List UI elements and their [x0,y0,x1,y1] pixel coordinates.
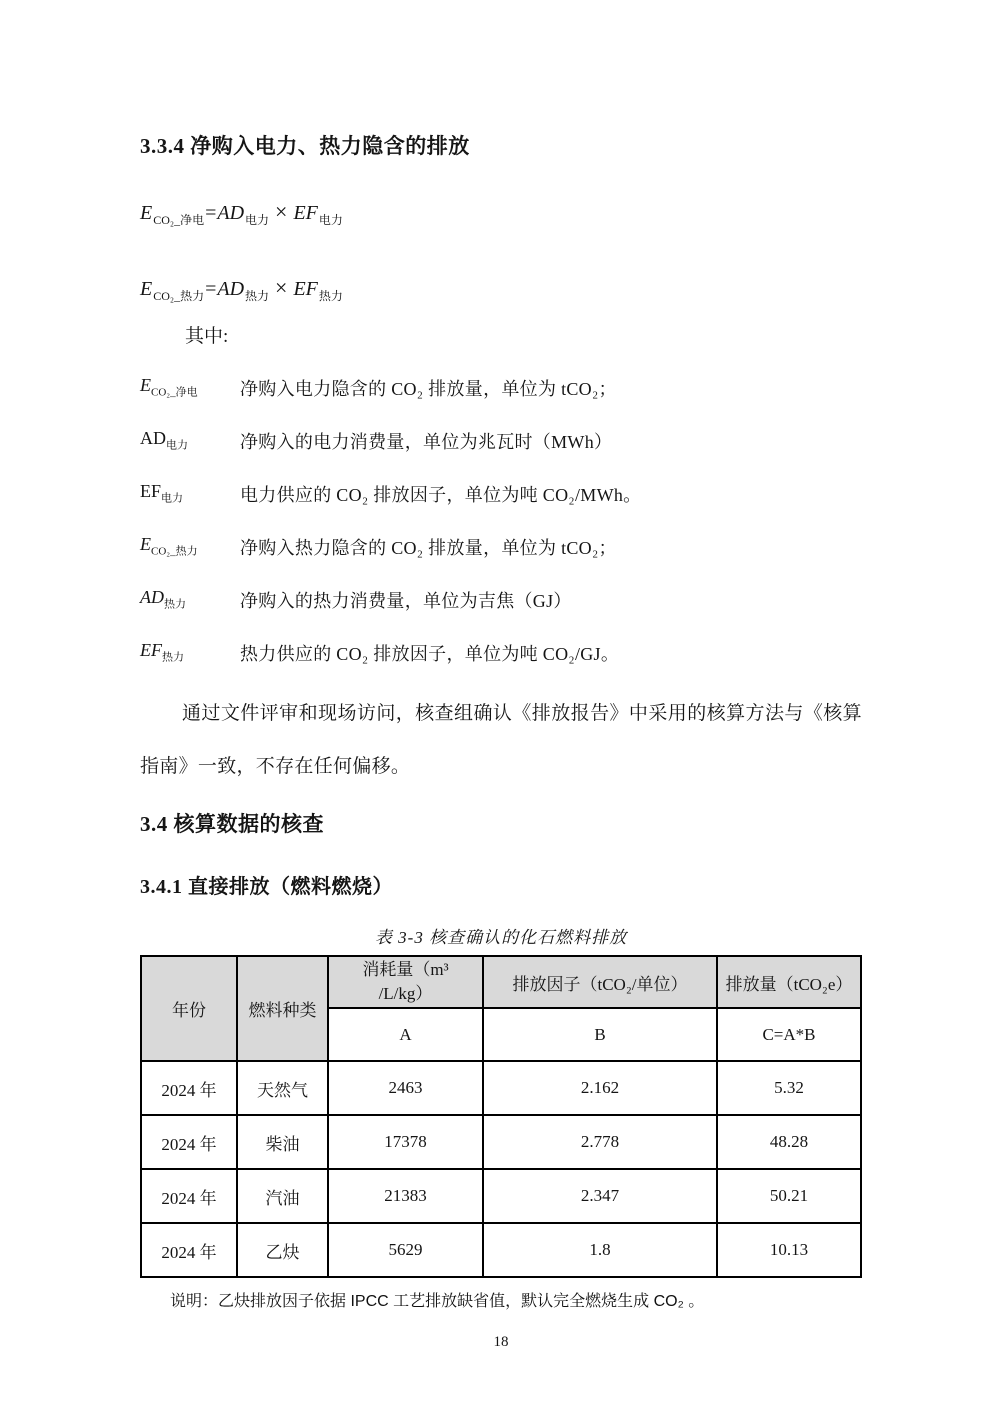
formula-lhs-subscript: CO₂_热力 [153,289,205,303]
column-header-emission-factor: 排放因子（tCO₂/单位） [483,956,717,1008]
multiply-sign: × [275,275,288,300]
term-subscript: 电力 [166,439,188,452]
table-caption: 表 3-3 核查确认的化石燃料排放 [374,928,628,947]
definition-description: 净购入的电力消费量，单位为兆瓦时（MWh） [240,432,613,452]
cell-consumption: 17378 [328,1115,483,1169]
cell-fuel: 汽油 [237,1169,328,1223]
term-subscript: CO₂_净电 [151,386,198,399]
formula-ad-subscript: 电力 [245,213,270,227]
section-heading-3-3-4: 3.3.4 净购入电力、热力隐含的排放 [140,134,470,158]
term-main: E [140,375,151,395]
fossil-fuel-emissions-table [140,955,862,1278]
table-row-natural-gas [141,1061,861,1115]
cell-consumption: 5629 [328,1223,483,1277]
subheader-c: C=A*B [717,1008,861,1061]
table-row-acetylene [141,1223,861,1277]
term-subscript: 电力 [161,492,184,505]
equals-sign: = [205,202,217,224]
cell-emission: 50.21 [717,1169,861,1223]
formula-ef-term [293,278,343,303]
term-main: AD [140,587,164,607]
cell-consumption: 21383 [328,1169,483,1223]
cell-consumption: 2463 [328,1061,483,1115]
formula-net-heat [140,271,862,313]
cell-factor: 2.778 [483,1115,717,1169]
definition-description: 电力供应的 CO₂ 排放因子，单位为吨 CO₂/MWh。 [240,485,642,505]
multiply-sign: × [275,199,288,224]
cell-factor: 2.347 [483,1169,717,1223]
formula-ad-term [217,278,270,303]
table-header-row [141,956,861,1008]
formula-lhs [140,278,205,303]
cell-factor: 1.8 [483,1223,717,1277]
formula-lhs-main: E [140,202,153,224]
formula-lhs [140,202,205,227]
column-header-year: 年份 [141,956,237,1061]
verification-paragraph: 通过文件评审和现场访问，核查组确认《排放报告》中采用的核算方法与《核算指南》一致，不存在任何偏移。 [140,703,862,777]
formula-ef-subscript: 热力 [318,289,343,303]
table-row-gasoline [141,1169,861,1223]
term-main: EF [140,640,162,660]
column-header-consumption [328,956,483,1008]
definition-row-e-net-heat [140,522,862,575]
cell-emission: 10.13 [717,1223,861,1277]
table-note: 说明：乙炔排放因子依据 IPCC 工艺排放缺省值，默认完全燃烧生成 CO₂ 。 [170,1293,705,1310]
formula-net-electricity [140,195,862,237]
formula-ef-main: EF [293,278,318,300]
definition-term [140,363,240,400]
cell-fuel: 天然气 [237,1061,328,1115]
formula-ef-term [293,202,343,227]
term-subscript: 热力 [162,651,184,664]
definition-description: 净购入热力隐含的 CO₂ 排放量，单位为 tCO₂； [240,538,617,558]
table-row-diesel [141,1115,861,1169]
consumption-header-line1: 消耗量（m³ [362,960,449,979]
page-number: 18 [493,1334,509,1350]
consumption-header-line2: /L/kg） [378,984,433,1003]
definition-term [140,575,240,612]
formula-lhs-main: E [140,278,153,300]
formula-ef-subscript: 电力 [318,213,343,227]
column-header-fuel-type: 燃料种类 [237,956,328,1061]
term-main: EF [140,481,162,501]
definition-row-ad-heat [140,575,862,628]
page-content [140,0,862,1351]
cell-fuel: 乙炔 [237,1223,328,1277]
cell-year: 2024 年 [141,1115,237,1169]
cell-fuel: 柴油 [237,1115,328,1169]
definition-row-ef-electricity [140,469,862,522]
definition-description: 净购入的热力消费量，单位为吉焦（GJ） [240,591,572,611]
definition-term [140,628,240,665]
formula-ef-main: EF [293,202,318,224]
definition-row-ef-heat [140,628,862,681]
definition-row-ad-electricity [140,416,862,469]
cell-factor: 2.162 [483,1061,717,1115]
term-subscript: CO₂_热力 [151,545,198,558]
formula-ad-main: AD [217,278,245,300]
definition-description: 净购入电力隐含的 CO₂ 排放量，单位为 tCO₂； [240,379,617,399]
definition-term [140,522,240,559]
term-main: E [140,534,151,554]
definition-row-e-net-electricity [140,363,862,416]
cell-emission: 5.32 [717,1061,861,1115]
cell-year: 2024 年 [141,1061,237,1115]
term-main: AD [140,428,166,448]
where-label: 其中: [185,326,229,347]
definition-description: 热力供应的 CO₂ 排放因子，单位为吨 CO₂/GJ。 [240,644,620,664]
column-header-emission-amount: 排放量（tCO₂e） [717,956,861,1008]
definition-term [140,469,240,506]
definition-term [140,416,240,453]
cell-year: 2024 年 [141,1169,237,1223]
section-heading-3-4: 3.4 核算数据的核查 [140,812,324,836]
subheader-b: B [483,1008,717,1061]
cell-emission: 48.28 [717,1115,861,1169]
subheader-a: A [328,1008,483,1061]
formula-ad-subscript: 热力 [245,289,270,303]
term-subscript: 热力 [164,598,186,611]
section-heading-3-4-1: 3.4.1 直接排放（燃料燃烧） [140,876,393,898]
symbol-definitions [140,363,862,681]
formula-ad-term [217,202,270,227]
formula-lhs-subscript: CO₂_净电 [153,213,205,227]
equals-sign: = [205,278,217,300]
cell-year: 2024 年 [141,1223,237,1277]
formula-ad-main: AD [217,202,245,224]
